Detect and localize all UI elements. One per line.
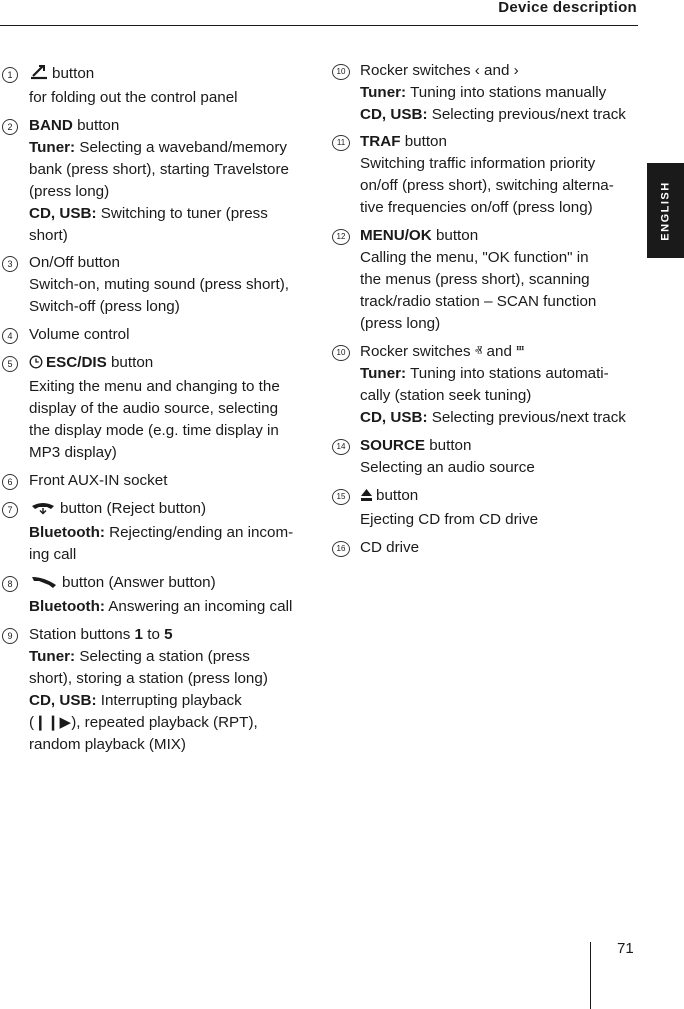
item-text: Tuning into stations manually bbox=[406, 84, 607, 101]
item-text: Answering an incoming call bbox=[104, 598, 293, 615]
item-text: On/Off button bbox=[29, 254, 120, 271]
item-text: (press long) bbox=[29, 183, 110, 200]
item-number-badge: 10 bbox=[332, 345, 350, 361]
item-bold-label: TRAF bbox=[360, 133, 401, 150]
item-text-line bbox=[360, 60, 653, 82]
legend-item-10 bbox=[331, 341, 653, 429]
item-text: the display mode (e.g. time display in bbox=[29, 422, 279, 439]
item-text-line bbox=[29, 296, 322, 318]
item-text-line bbox=[360, 225, 653, 247]
item-text: Ejecting CD from CD drive bbox=[360, 511, 539, 528]
item-text: Selecting a station (press bbox=[75, 648, 250, 665]
item-text-line bbox=[360, 153, 653, 175]
item-text-line bbox=[29, 668, 322, 690]
legend-item-8 bbox=[0, 572, 322, 618]
legend-item-10 bbox=[331, 60, 653, 126]
item-text-line bbox=[360, 82, 653, 104]
right-column bbox=[331, 60, 653, 559]
legend-item-4 bbox=[0, 324, 322, 346]
item-text: random playback (MIX) bbox=[29, 736, 186, 753]
item-text: (press long) bbox=[360, 315, 441, 332]
item-number-badge: 7 bbox=[2, 502, 18, 518]
item-bold-label: SOURCE bbox=[360, 437, 425, 454]
legend-item-15 bbox=[331, 485, 653, 531]
item-text-line bbox=[360, 104, 653, 126]
item-number-badge: 5 bbox=[2, 356, 18, 372]
item-text-line bbox=[360, 509, 653, 531]
item-text: Volume control bbox=[29, 326, 130, 343]
item-text: button bbox=[400, 133, 447, 150]
item-text: button bbox=[376, 487, 419, 504]
page-number: 71 bbox=[617, 940, 634, 957]
eject-icon bbox=[360, 487, 373, 509]
item-text: button bbox=[424, 437, 472, 454]
item-text-line bbox=[29, 572, 322, 596]
item-text-line bbox=[360, 175, 653, 197]
item-text: (❙❙▶), repeated playback (RPT), bbox=[29, 714, 258, 731]
item-number-badge: 15 bbox=[332, 489, 350, 505]
item-text: Switch-on, muting sound (press short), bbox=[29, 276, 289, 293]
reject-call-icon bbox=[29, 500, 57, 522]
item-text-line bbox=[29, 498, 322, 522]
item-text-line bbox=[360, 291, 653, 313]
item-number-badge: 12 bbox=[332, 229, 350, 245]
item-text-line bbox=[29, 376, 322, 398]
item-text: short) bbox=[29, 227, 68, 244]
answer-call-icon bbox=[29, 574, 59, 596]
legend-item-5 bbox=[0, 352, 322, 464]
item-number-badge: 1 bbox=[2, 67, 18, 83]
item-text: CD drive bbox=[360, 539, 420, 556]
item-bold-label: CD, USB: bbox=[360, 106, 428, 123]
item-text-line bbox=[360, 537, 653, 559]
item-text-line bbox=[29, 352, 322, 376]
item-text: Front AUX-IN socket bbox=[29, 472, 168, 489]
item-text: Rocker switches ‹ and › bbox=[360, 62, 519, 79]
clock-icon bbox=[29, 354, 43, 376]
item-text: button (Answer button) bbox=[62, 574, 216, 591]
item-text: short), storing a station (press long) bbox=[29, 670, 268, 687]
item-text: Tuning into stations automati- bbox=[406, 365, 609, 382]
item-bold-label: Tuner: bbox=[360, 365, 407, 382]
item-text-line bbox=[29, 420, 322, 442]
item-text-line bbox=[29, 646, 322, 668]
legend-item-9 bbox=[0, 624, 322, 756]
item-text-line bbox=[29, 734, 322, 756]
item-text-line bbox=[29, 690, 322, 712]
item-text: ing call bbox=[29, 546, 77, 563]
item-text-line bbox=[360, 247, 653, 269]
legend-item-3 bbox=[0, 252, 322, 318]
item-text: button bbox=[106, 354, 154, 371]
item-text-line bbox=[29, 274, 322, 296]
item-bold-label: CD, USB: bbox=[29, 205, 97, 222]
item-number-badge: 4 bbox=[2, 328, 18, 344]
item-text: the menus (press short), scanning bbox=[360, 271, 590, 288]
language-tab-label: ENGLISH bbox=[659, 180, 672, 241]
item-bold-label: ESC/DIS bbox=[46, 354, 107, 371]
item-text: button bbox=[52, 65, 95, 82]
item-text-line bbox=[29, 115, 322, 137]
item-text-line bbox=[360, 313, 653, 335]
item-text-line bbox=[29, 442, 322, 464]
legend-item-16 bbox=[331, 537, 653, 559]
item-text-line bbox=[360, 269, 653, 291]
item-bold-label: Bluetooth: bbox=[29, 524, 105, 541]
fold-panel-icon bbox=[29, 64, 49, 87]
legend-item-12 bbox=[331, 225, 653, 335]
item-text-line bbox=[29, 398, 322, 420]
item-text: Selecting an audio source bbox=[360, 459, 535, 476]
item-text-line bbox=[29, 203, 322, 225]
item-text-line bbox=[360, 407, 653, 429]
item-text-line bbox=[360, 457, 653, 479]
item-text-line bbox=[360, 131, 653, 153]
item-text: track/radio station – SCAN function bbox=[360, 293, 597, 310]
item-text: MP3 display) bbox=[29, 444, 117, 461]
item-text-line bbox=[29, 324, 322, 346]
legend-item-1 bbox=[0, 63, 322, 109]
item-text-line bbox=[29, 596, 322, 618]
item-text: button bbox=[72, 117, 120, 134]
item-text-line bbox=[29, 522, 322, 544]
item-number-badge: 14 bbox=[332, 439, 350, 455]
item-text-line bbox=[29, 225, 322, 247]
item-bold-label: MENU/OK bbox=[360, 227, 432, 244]
item-text: Switch-off (press long) bbox=[29, 298, 180, 315]
item-text-line bbox=[360, 385, 653, 407]
item-text-line bbox=[29, 624, 322, 646]
item-text-line bbox=[29, 137, 322, 159]
item-number-badge: 6 bbox=[2, 474, 18, 490]
legend-item-11 bbox=[331, 131, 653, 219]
left-column bbox=[0, 63, 322, 756]
item-text: button (Reject button) bbox=[60, 500, 207, 517]
item-text-line bbox=[360, 197, 653, 219]
item-text: Station buttons 1 to 5 bbox=[29, 626, 173, 643]
item-text-line bbox=[29, 470, 322, 492]
item-number-badge: 3 bbox=[2, 256, 18, 272]
item-text: cally (station seek tuning) bbox=[360, 387, 532, 404]
item-text: button bbox=[431, 227, 479, 244]
item-text: Selecting previous/next track bbox=[427, 106, 626, 123]
item-text: Switching to tuner (press bbox=[96, 205, 268, 222]
legend-item-6 bbox=[0, 470, 322, 492]
item-text-line bbox=[29, 181, 322, 203]
item-text-line bbox=[29, 63, 322, 87]
legend-item-7 bbox=[0, 498, 322, 566]
item-text-line bbox=[29, 87, 322, 109]
item-text: Calling the menu, "OK function" in bbox=[360, 249, 589, 266]
item-bold-label: Tuner: bbox=[29, 648, 76, 665]
item-text: tive frequencies on/off (press long) bbox=[360, 199, 593, 216]
item-text-line bbox=[360, 485, 653, 509]
item-number-badge: 2 bbox=[2, 119, 18, 135]
item-number-badge: 10 bbox=[332, 64, 350, 80]
item-text-line bbox=[29, 159, 322, 181]
item-bold-label: Tuner: bbox=[29, 139, 76, 156]
item-text: bank (press short), starting Travelstore bbox=[29, 161, 289, 178]
legend-item-2 bbox=[0, 115, 322, 247]
item-number-badge: 11 bbox=[332, 135, 350, 151]
header-rule bbox=[0, 25, 638, 26]
item-text-line bbox=[360, 341, 653, 363]
item-bold-label: CD, USB: bbox=[29, 692, 97, 709]
item-text: Rocker switches ⱏ and ⱎ bbox=[360, 343, 525, 360]
item-text-line bbox=[29, 252, 322, 274]
item-text-line bbox=[360, 435, 653, 457]
item-number-badge: 9 bbox=[2, 628, 18, 644]
footer-rule bbox=[590, 942, 591, 1009]
item-bold-label: CD, USB: bbox=[360, 409, 428, 426]
item-number-badge: 8 bbox=[2, 576, 18, 592]
item-text-line bbox=[29, 712, 322, 734]
item-text-line bbox=[360, 363, 653, 385]
item-text: Exiting the menu and changing to the bbox=[29, 378, 280, 395]
item-bold-label: Bluetooth: bbox=[29, 598, 105, 615]
item-text: Selecting a waveband/memory bbox=[75, 139, 288, 156]
item-text: for folding out the control panel bbox=[29, 89, 238, 106]
item-text: Selecting previous/next track bbox=[427, 409, 626, 426]
legend-item-14 bbox=[331, 435, 653, 479]
item-bold-label: Tuner: bbox=[360, 84, 407, 101]
item-text: Interrupting playback bbox=[96, 692, 242, 709]
item-number-badge: 16 bbox=[332, 541, 350, 557]
item-bold-label: BAND bbox=[29, 117, 73, 134]
item-text: Rejecting/ending an incom- bbox=[104, 524, 294, 541]
item-text-line bbox=[29, 544, 322, 566]
item-text: on/off (press short), switching alterna- bbox=[360, 177, 614, 194]
page-header-title: Device description bbox=[498, 0, 637, 16]
item-text: Switching traffic information priority bbox=[360, 155, 596, 172]
item-text: display of the audio source, selecting bbox=[29, 400, 279, 417]
